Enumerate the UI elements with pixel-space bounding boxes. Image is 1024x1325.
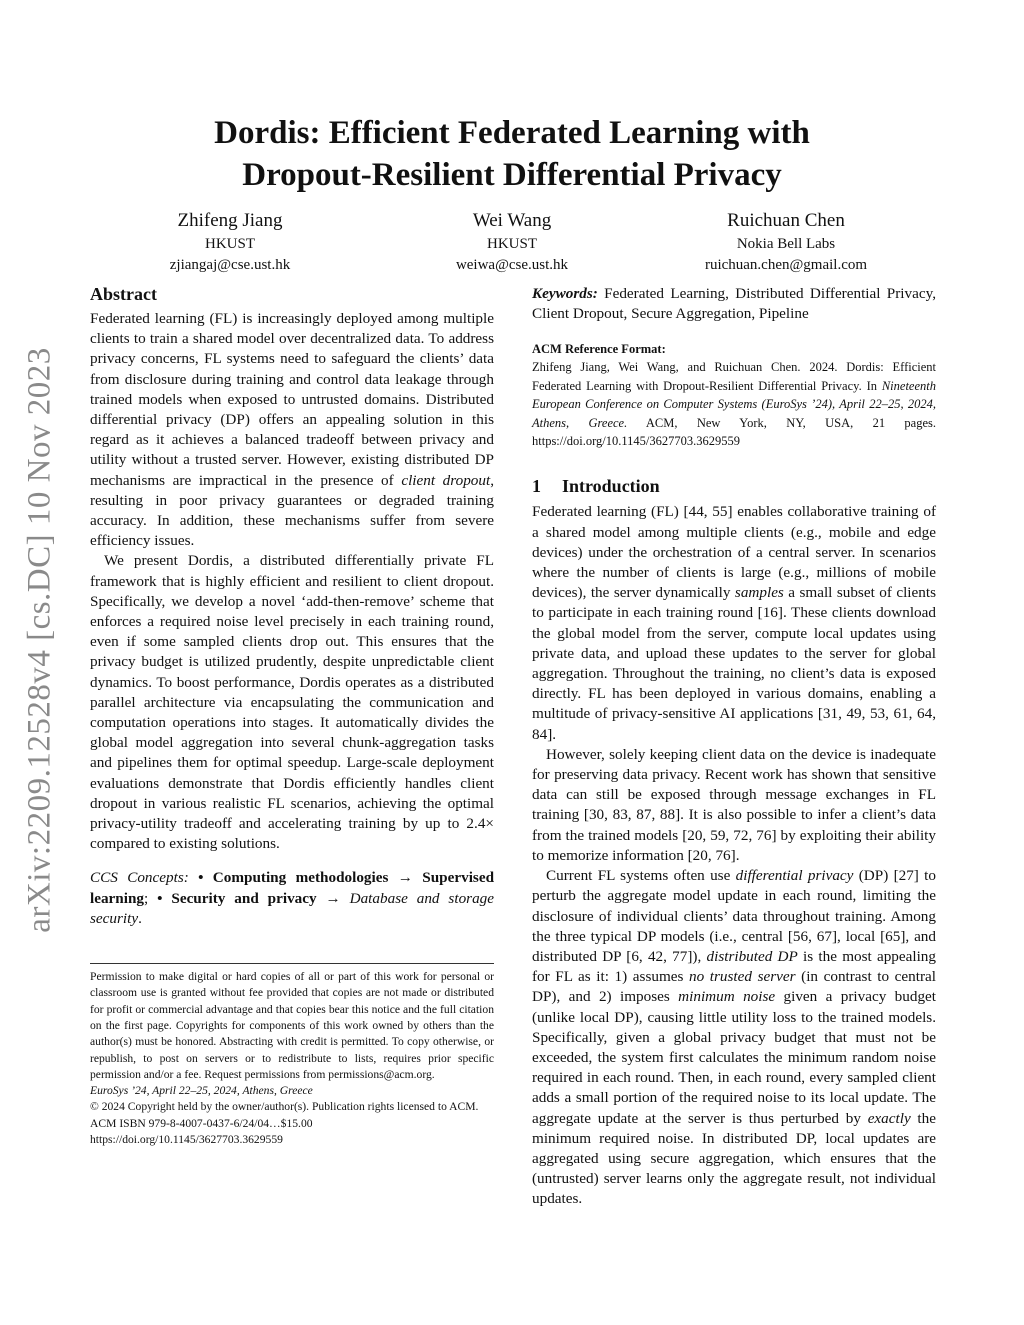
- title-line-1: Dordis: Efficient Federated Learning with: [214, 115, 810, 151]
- section-heading-introduction: 1 Introduction: [532, 476, 660, 497]
- author-2: [372, 208, 652, 276]
- intro-paragraph-1: Federated learning (FL) [44, 55] enables collaborative training of a shared model among multiple clients (e.g., mobile and edge devices) under the orchestration of a central server. In scenarios where the number of clients is large (e.g., millions of mobile devices), the server dynamically samples a small subset of clients to participate in each training round [16]. These clients download the global model from the server, compute local updates using private data, and upload these updates to the server for global aggregation. Throughout the training, no client’s data is exposed directly. FL has been deployed in various domains, enabling a multitude of privacy-sensitive AI applications [31, 49, 53, 61, 64, 84].: [532, 503, 936, 743]
- right-column: [532, 284, 936, 1210]
- author-affiliation: HKUST: [486, 236, 537, 252]
- keywords: Keywords: Federated Learning, Distributed Differential Privacy, Client Dropout, Secure Aggregation, Pipeline: [532, 285, 936, 323]
- left-column: [90, 284, 494, 1148]
- abstract-paragraph-1: Federated learning (FL) is increasingly deployed among multiple clients to train a shared model over decentralized data. To address privacy concerns, FL systems need to safeguard the clients’ data from disclosure during training and control data leakage through trained models when exposed to untrusted domains. Distributed differential privacy (DP) offers an appealing solution in this regard as it achieves a balanced tradeoff between privacy and utility without a trusted server. However, existing distributed DP mechanisms are impractical in the presence of client dropout, resulting in poor privacy guarantees or degraded training accuracy. In addition, these mechanisms suffer from severe efficiency issues.: [90, 310, 495, 550]
- arxiv-identifier: [10, 340, 70, 940]
- author-email: weiwa@cse.ust.hk: [455, 257, 569, 273]
- author-name: Wei Wang: [472, 210, 552, 231]
- author-1: [90, 208, 370, 276]
- paper-title: [90, 112, 934, 196]
- ccs-concepts: CCS Concepts: • Computing methodologies → Supervised learning; • Security and privacy → Database and storage security.: [90, 869, 495, 927]
- acm-reference-heading: ACM Reference Format:: [532, 342, 666, 357]
- author-name: Ruichuan Chen: [727, 210, 845, 231]
- doi-link[interactable]: https://doi.org/10.1145/3627703.3629559: [90, 1133, 283, 1147]
- author-affiliation: Nokia Bell Labs: [736, 236, 836, 252]
- author-3: [646, 208, 926, 276]
- isbn-line: ACM ISBN 979-8-4007-0437-6/24/04…$15.00: [90, 1116, 313, 1130]
- arxiv-id-text: arXiv:2209.12528v4 [cs.DC] 10 Nov 2023: [21, 347, 58, 933]
- author-affiliation: HKUST: [204, 236, 255, 252]
- author-block: [90, 208, 934, 278]
- footnote-divider: [90, 963, 494, 964]
- acm-reference-text: Zhifeng Jiang, Wei Wang, and Ruichuan Chen. 2024. Dordis: Efficient Federated Learning with Dropout-Resilient Differential Privacy. In Nineteenth European Conference on Computer Systems (EuroSys ’24), April 22–25, 2024, Athens, Greece. ACM, New York, NY, USA, 21 pages. https://doi.org/10.1145/3627703.3629559: [532, 360, 936, 449]
- author-email: zjiangaj@cse.ust.hk: [169, 257, 291, 273]
- intro-paragraph-2: However, solely keeping client data on the device is inadequate for preserving data privacy. Recent work has shown that sensitive data can still be exposed through message exchanges in FL training [30, 83, 87, 88]. It is also possible to infer a client’s data from the trained models [20, 59, 72, 76] by exploiting their ability to memorize information [20, 76].: [532, 745, 936, 864]
- abstract-paragraph-2: We present Dordis, a distributed differentially private FL framework that is highly efficient and resilient to client dropout. Specifically, we develop a novel ‘add-then-remove’ scheme that enforces a required noise level precisely in each training round, even if some sampled clients drop out. This ensures that the privacy budget is utilized prudently, despite unpredictable client dynamics. To boost performance, Dordis operates as a distributed parallel architecture via encapsulating the communication and computation operations into stages. It automatically divides the global model aggregation into several chunk-aggregation tasks and pipelines them for optimal speedup. Large-scale deployment evaluations demonstrate that Dordis efficiently handles client dropout in various realistic FL scenarios, achieving the optimal privacy-utility tradeoff and accelerating training by up to 2.4× compared to existing solutions.: [90, 552, 494, 853]
- copyright-line: © 2024 Copyright held by the owner/author(s). Publication rights licensed to ACM.: [90, 1100, 479, 1114]
- intro-paragraph-3: Current FL systems often use differential privacy (DP) [27] to perturb the aggregate model update in each round, limiting the disclosure of individual clients’ data throughout training. Among the three typical DP models (i.e., central [56, 67], local [65], and distributed DP [6, 42, 77]), distributed DP is the most appealing for FL as it: 1) assumes no trusted server (in contrast to central DP), and 2) imposes minimum noise given a privacy budget (unlike local DP), causing little utility loss to the trained models. Specifically, given a global privacy budget that must not be exceeded, the system first calculates the minimum random noise required in each round. Then, in each round, every sampled client adds a small portion of the required noise to its local update. The aggregate update at the server is thus perturbed by exactly the minimum required noise. In distributed DP, local updates are aggregated using secure aggregation, which ensures that the (untrusted) server learns only the aggregate result, not individual updates.: [532, 867, 936, 1208]
- title-line-2: Dropout-Resilient Differential Privacy: [242, 157, 782, 193]
- abstract-heading: Abstract: [90, 284, 157, 304]
- permission-text: Permission to make digital or hard copies of all or part of this work for personal or classroom use is granted without fee provided that copies are not made or distributed for profit or commercial advantage and that copies bear this notice and the full citation on the first page. Copyrights for components of this work owned by others than the author(s) must be honored. Abstracting with credit is permitted. To copy otherwise, or republish, to post on servers or to redistribute to lists, requires prior specific permission and/or a fee. Request permissions from permissions@acm.org.: [90, 970, 494, 1081]
- author-name: Zhifeng Jiang: [177, 210, 283, 231]
- author-email: ruichuan.chen@gmail.com: [704, 257, 868, 273]
- venue-line: EuroSys ’24, April 22–25, 2024, Athens, Greece: [90, 1084, 313, 1098]
- permission-block: [90, 969, 494, 1148]
